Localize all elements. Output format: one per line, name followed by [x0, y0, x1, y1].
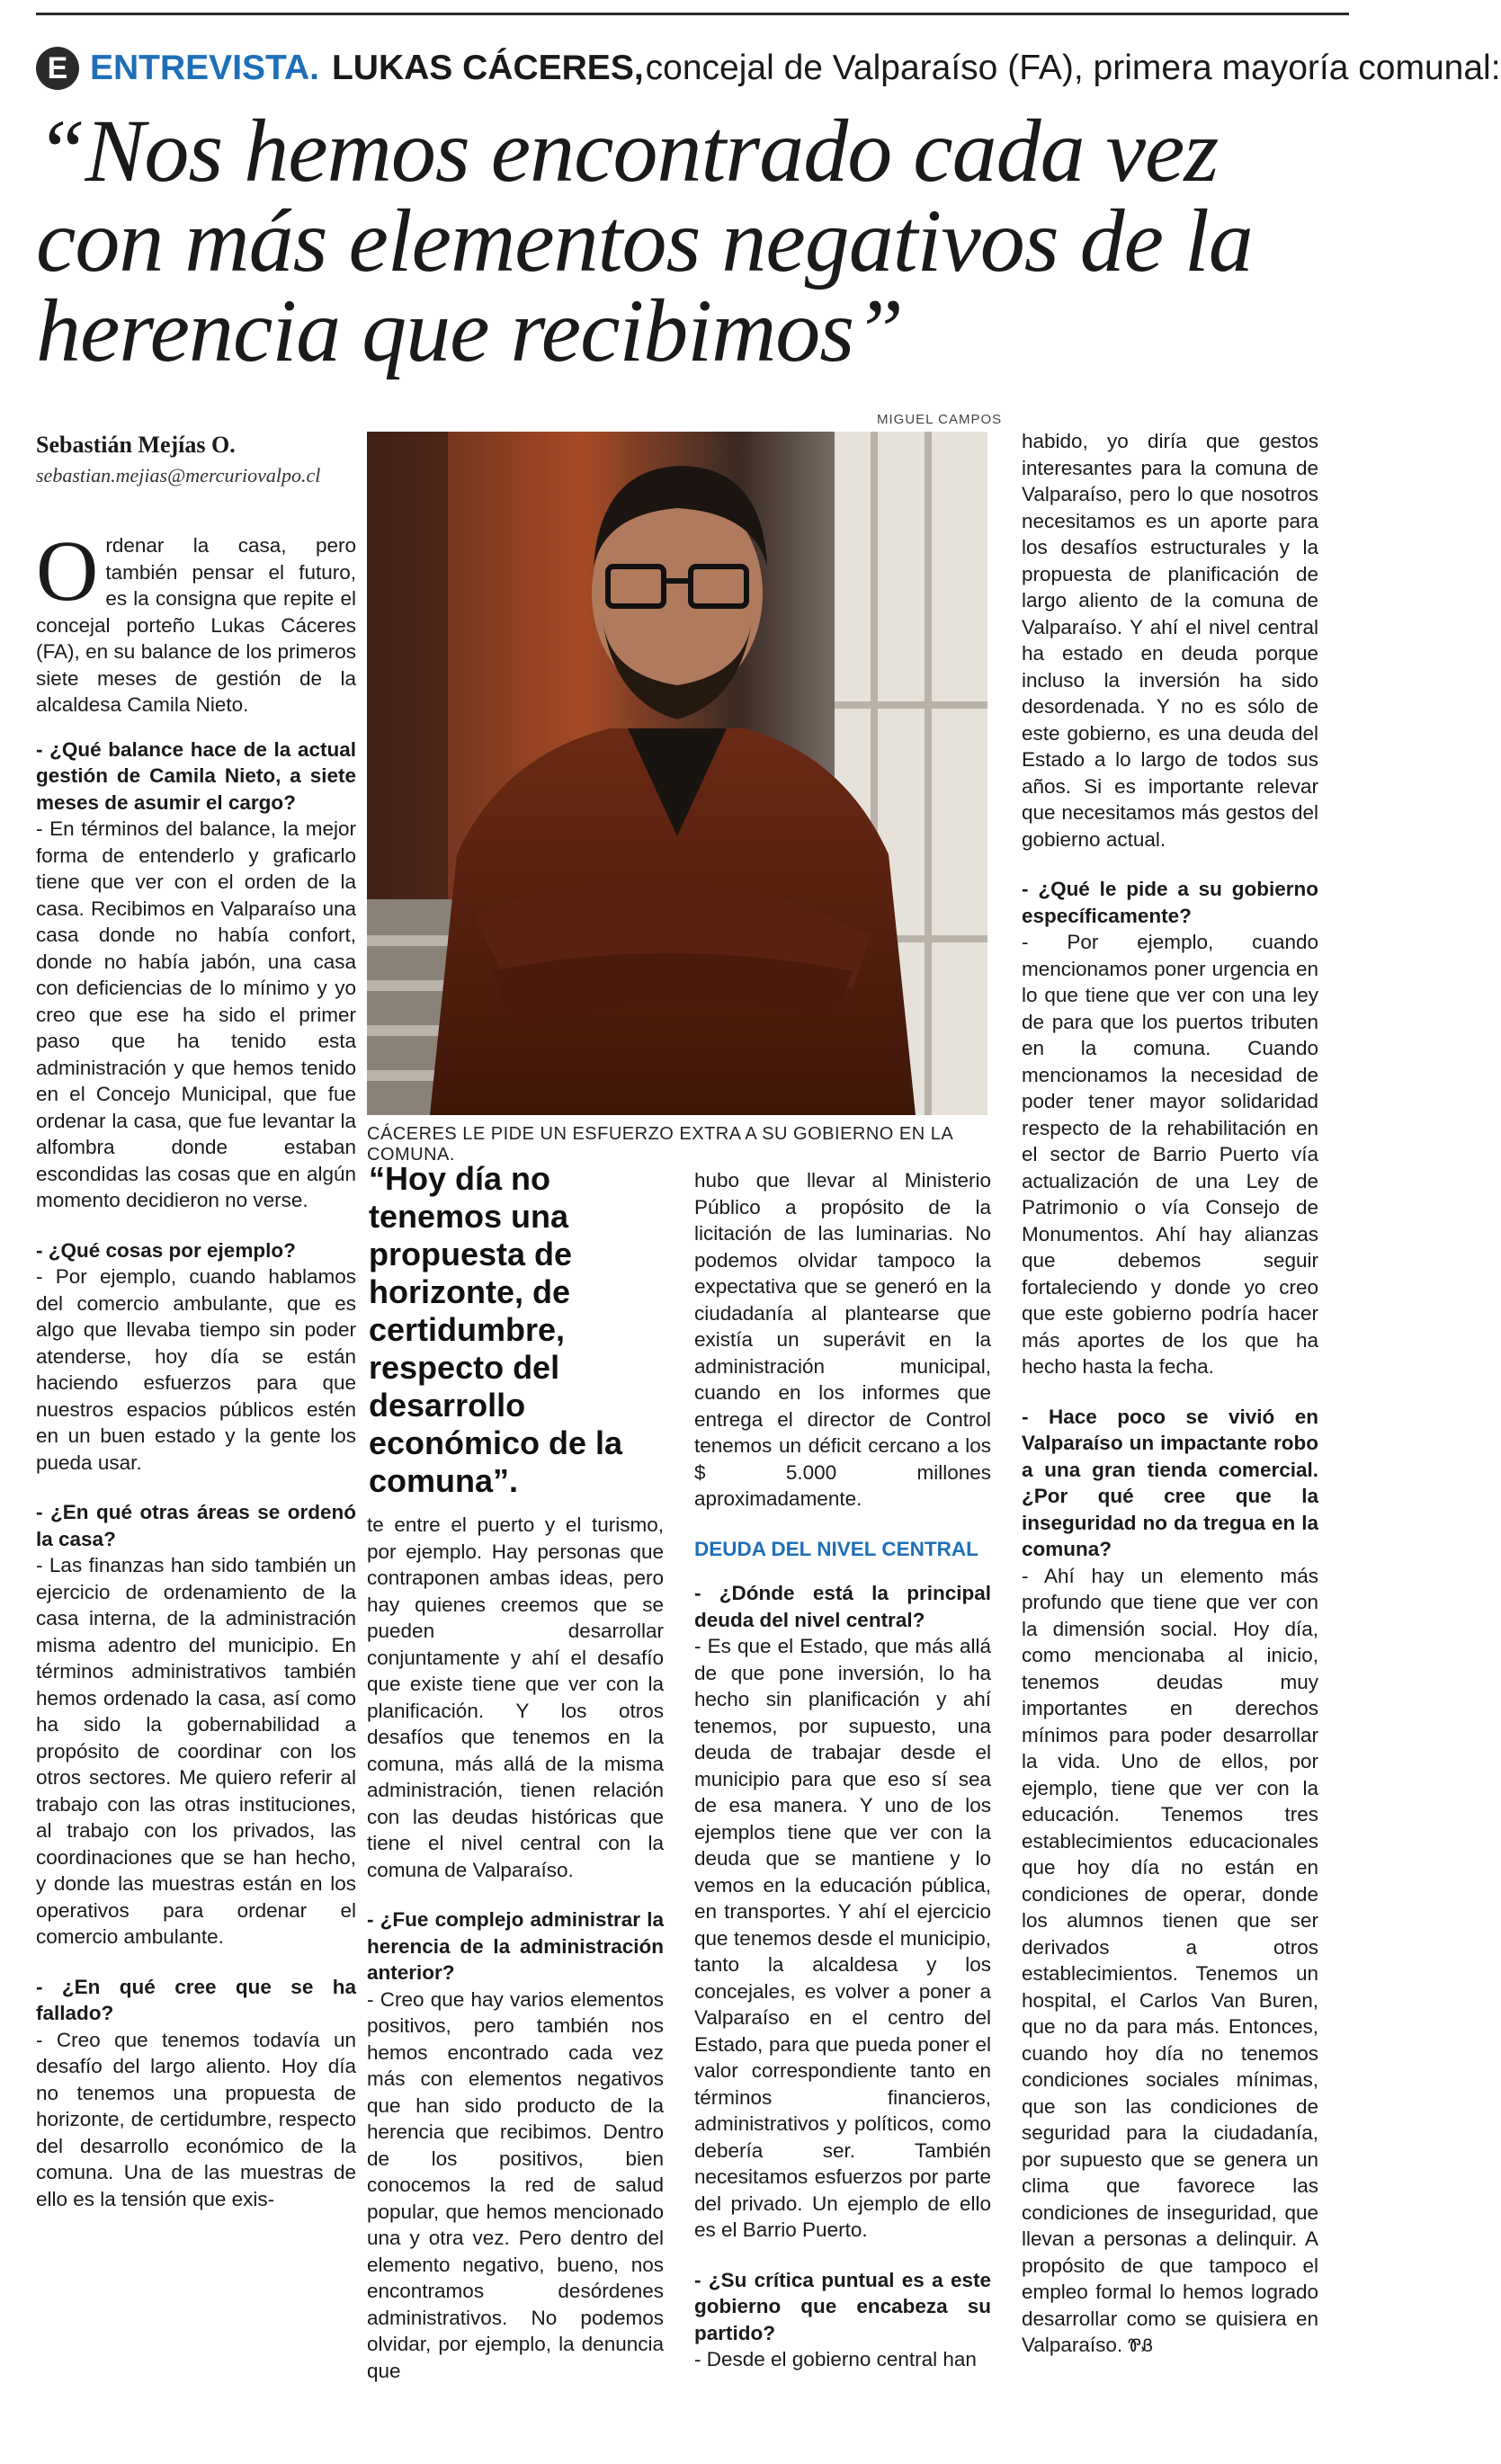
answer: - Por ejemplo, cuando hablamos del comercio ambulante, que es algo que llevaba tiempo sin poder atenderse, hoy día se están haciendo esfuerzos para que nuestros espacios públicos estén en un buen estado y la gente los pueda usar. [36, 1265, 356, 1474]
article-column-4 [1022, 428, 1318, 2384]
answer-text: - Ahí hay un elemento más profundo que tiene que ver con la dimensión social. Hoy día, como mencionaba al inicio, tenemos deudas muy importantes en derechos mínimos para poder desarrollar la vida. Uno de ellos, por ejemplo, tiene que ver con la educación. Tenemos tres establecimientos educacionales que hoy día no están en condiciones de operar, donde los alumnos tienen que ser derivados a otros establecimientos. Tenemos un hospital, el Carlos Van Buren, que no da para más. Entonces, cuando hoy día no tenemos condiciones sociales mínimas, que son las condiciones de seguridad para la ciudadanía, por supuesto que se genera un clima que favorece las condiciones de inseguridad, que llevan a personas a delinquir. A propósito de que tampoco el empleo formal lo hemos logrado desarrollar como se quisiera en Valparaíso. [1022, 1564, 1318, 2356]
question: - ¿En qué cree que se ha fallado? [36, 1975, 356, 2024]
portrait-photo [367, 432, 987, 1115]
kicker [36, 47, 1501, 90]
kicker-name: LUKAS CÁCERES, [331, 49, 644, 87]
answer: - En términos del balance, la mejor forma de entenderlo y graficarlo tiene que ver con el orden de la casa. Recibimos en Valparaíso una casa donde no había confort, donde no había jabón, una casa con deficiencias de lo mínimo y yo creo que ese ha sido el primer paso que ha tenido esta administración y que hemos tenido en el Concejo Municipal, que fue ordenar la casa, que fue levantar la alfombra donde estaban escondidas las cosas que en algún momento decidieron no verse. [36, 817, 356, 1211]
section-badge: E [36, 47, 79, 90]
answer: - Es que el Estado, que más allá de que pone inversión, lo ha hecho sin planificación y ahí tenemos, por supuesto, una deuda de trabajar desde el municipio para que eso sí sea de esa manera. Y uno de los ejemplos tiene que ver con la deuda que se mantiene y lo vemos en la educación pública, en transportes. Y ahí el ejercicio que tenemos desde el municipio, tanto la alcaldesa y los concejales, es volver a poner a Valparaíso en el centro del Estado, para que pueda poner el valor correspondiente tanto en términos financieros, administrativos y políticos, como debería ser. También necesitamos esfuerzos por parte del privado. Un ejemplo de ello es el Barrio Puerto. [694, 1635, 991, 2241]
photo-credit: MIGUEL CAMPOS [877, 412, 1003, 427]
answer: - Las finanzas han sido también un ejercicio de ordenamiento de la casa interna, de la administración misma adentro del municipio. En términos administrativos también hemos ordenado la casa, así como ha sido la gobernabilidad a propósito de coordinar con los otros sectores. Me quiero referir al trabajo con las otras instituciones, al trabajo con los privados, las coordinaciones que se han hecho, y donde las muestras están en los operativos para ordenar el comercio ambulante. [36, 1554, 356, 1948]
byline-email[interactable]: sebastian.mejias@mercuriovalpo.cl [36, 464, 321, 487]
headline: “Nos hemos encontrado cada vez con más elementos negativos de la herencia que recibimos” [36, 101, 1253, 380]
question: - ¿Dónde está la principal deuda del nivel central? [694, 1582, 991, 1631]
article-column-3 [694, 1167, 991, 2397]
article-column-2 [367, 1512, 664, 2407]
question: - ¿Qué balance hace de la actual gestión de Camila Nieto, a siete meses de asumir el cargo? [36, 737, 356, 814]
end-mark-icon: ᏈᏰ [1128, 2336, 1154, 2356]
question: - ¿Su crítica puntual es a este gobierno que encabeza su partido? [694, 2268, 991, 2344]
answer: - Creo que tenemos todavía un desafío del largo aliento. Hoy día no tenemos una propuesta de horizonte, de certidumbre, respecto del desarrollo económico de la comuna. Una de las muestras de ello es la tensión que exis- [36, 2028, 356, 2210]
top-rule [36, 13, 1349, 15]
answer: - Por ejemplo, cuando mencionamos poner urgencia en lo que tiene que ver con una ley de para que los puertos tributen en la comuna. Cuando mencionamos la necesidad de poder tener mayor solidaridad respecto de la rehabilitación en el sector de Barrio Puerto vía actualización de una Ley de Patrimonio o vía Consejo de Monumentos. Ahí hay alianzas que debemos seguir fortaleciendo y donde yo creo que este gobierno podría hacer más aportes de los que ha hecho hasta la fecha. [1022, 931, 1318, 1378]
answer-continued: te entre el puerto y el turismo, por ejemplo. Hay personas que contraponen ambas ideas, pero hay quienes creemos que se pueden desarrollar conjuntamente y ahí el desafío que existe tiene que ver con la planificación. Y los otros desafíos que tenemos en la comuna, más allá de la misma administración, tienen relación con las deudas históricas que tiene el nivel central con la comuna de Valparaíso. [367, 1513, 664, 1881]
byline [36, 432, 360, 487]
question: - ¿Fue complejo administrar la herencia de la administración anterior? [367, 1908, 664, 1984]
answer [1022, 1563, 1318, 2361]
section-subhead: DEUDA DEL NIVEL CENTRAL [694, 1537, 978, 1560]
pull-quote: “Hoy día no tenemos una propuesta de horizonte, de certidumbre, respecto del desarrollo económico de la comuna”. [369, 1160, 623, 1499]
article-column-1 [36, 522, 356, 2236]
kicker-tag: ENTREVISTA. [90, 49, 319, 87]
question: - ¿Qué cosas por ejemplo? [36, 1238, 296, 1262]
answer: - Creo que hay varios elementos positivos, pero también nos hemos encontrado cada vez más con elementos negativos que han sido producto de la herencia que recibimos. Dentro de los positivos, bien conocemos la red de salud popular, que hemos mencionado una y otra vez. Pero dentro del elemento negativo, bueno, nos encontramos desórdenes administrativos. No podemos olvidar, por ejemplo, la denuncia que [367, 1987, 664, 2382]
answer: - Desde el gobierno central han [694, 2348, 977, 2370]
question: - Hace poco se vivió en Valparaíso un impactante robo a una gran tienda comercial. ¿Por qué cree que la inseguridad no da tregua en la comuna? [1022, 1405, 1318, 1560]
lead-paragraph: Ordenar la casa, pero también pensar el futuro, es la consigna que repite el concejal porteño Lukas Cáceres (FA), en su balance de los primeros siete meses de gestión de la alcaldesa Camila Nieto. [36, 522, 356, 716]
answer-continued: hubo que llevar al Ministerio Público a propósito de la licitación de las luminarias. No podemos olvidar tampoco la expectativa que se generó en la ciudadanía al plantearse que existía un superávit en la administración municipal, cuando en los informes que entrega el director de Control tenemos un déficit cercano a los $ 5.000 millones aproximadamente. [694, 1169, 991, 1510]
question: - ¿Qué le pide a su gobierno específicamente? [1022, 878, 1318, 927]
photo-caption: CÁCERES LE PIDE UN ESFUERZO EXTRA A SU GOBIERNO EN LA COMUNA. [367, 1124, 953, 1165]
portrait-illustration [367, 432, 987, 1115]
answer-continued: habido, yo diría que gestos interesantes para la comuna de Valparaíso, pero lo que nosotros necesitamos es un aporte para los desafíos estructurales y la propuesta de planificación de largo aliento de la comuna de Valparaíso. Y ahí el nivel central ha estado en deuda porque incluso la inversión ha sido desordenada. Y no es sólo de este gobierno, es una deuda del Estado a lo largo de todos sus años. Si es importante relevar que necesitamos más gestos del gobierno actual. [1022, 430, 1318, 851]
byline-author: Sebastián Mejías O. [36, 432, 236, 458]
kicker-description: concejal de Valparaíso (FA), primera mayoría comunal: [645, 49, 1501, 87]
question: - ¿En qué otras áreas se ordenó la casa? [36, 1501, 356, 1550]
